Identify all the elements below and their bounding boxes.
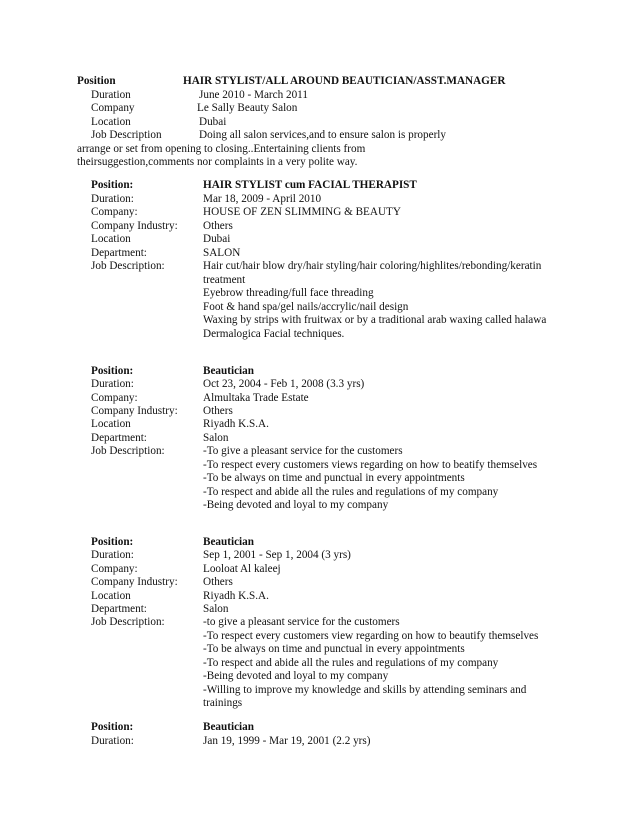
- job4-desc-line: -To respect every customers view regarding on how to beautify themselves: [203, 630, 539, 642]
- job3-desc-line: -Being devoted and loyal to my company: [203, 499, 389, 511]
- job3-company-label: Company:: [91, 392, 138, 404]
- job4-desc-line: -To be always on time and punctual in every appointments: [203, 643, 465, 655]
- job2-company-label: Company:: [91, 206, 138, 218]
- job4-company-label: Company:: [91, 563, 138, 575]
- job3-position-label: Position:: [91, 365, 134, 377]
- job3-duration-label: Duration:: [91, 378, 134, 390]
- job3-department-value: Salon: [203, 432, 229, 444]
- job2-desc-line: Dermalogica Facial techniques.: [203, 328, 345, 340]
- job2-desc-line: treatment: [203, 274, 246, 286]
- job3-industry-label: Company Industry:: [91, 405, 178, 417]
- job4-department-label: Department:: [91, 603, 147, 615]
- job4-position-label: Position:: [91, 536, 134, 548]
- job4-department-value: Salon: [203, 603, 229, 615]
- job1-company-value: Le Sally Beauty Salon: [197, 102, 298, 114]
- job4-industry-label: Company Industry:: [91, 576, 178, 588]
- job4-desc-line: -to give a pleasant service for the customers: [203, 616, 400, 628]
- job3-industry-value: Others: [203, 405, 233, 417]
- job1-position-value: HAIR STYLIST/ALL AROUND BEAUTICIAN/ASST.MANAGER: [183, 75, 506, 87]
- job2-position-value: HAIR STYLIST cum FACIAL THERAPIST: [203, 179, 417, 191]
- job2-duration-value: Mar 18, 2009 - April 2010: [203, 193, 322, 205]
- job4-position-value: Beautician: [203, 536, 254, 548]
- job3-company-value: Almultaka Trade Estate: [203, 392, 309, 404]
- job3-department-label: Department:: [91, 432, 147, 444]
- job3-desc-line: -To respect and abide all the rules and regulations of my company: [203, 486, 499, 498]
- job4-location-value: Riyadh K.S.A.: [203, 590, 269, 602]
- job5-position-label: Position:: [91, 721, 134, 733]
- job3-position-value: Beautician: [203, 365, 254, 377]
- job4-location-label: Location: [91, 590, 131, 602]
- job4-desc-line: -Being devoted and loyal to my company: [203, 670, 389, 682]
- job1-jobdesc-line: Doing all salon services,and to ensure salon is properly: [199, 129, 446, 141]
- job2-location-value: Dubai: [203, 233, 231, 245]
- job2-desc-line: Foot & hand spa/gel nails/accrylic/nail design: [203, 301, 409, 313]
- job3-duration-value: Oct 23, 2004 - Feb 1, 2008 (3.3 yrs): [203, 378, 365, 390]
- job3-location-value: Riyadh K.S.A.: [203, 418, 269, 430]
- job4-duration-value: Sep 1, 2001 - Sep 1, 2004 (3 yrs): [203, 549, 351, 561]
- job1-duration-value: June 2010 - March 2011: [199, 89, 308, 101]
- job3-jobdesc-label: Job Description:: [91, 445, 165, 457]
- job5-position-value: Beautician: [203, 721, 254, 733]
- job1-jobdesc-line: theirsuggestion,comments nor complaints in a very polite way.: [77, 156, 358, 168]
- job1-company-label: Company: [91, 102, 135, 114]
- job4-industry-value: Others: [203, 576, 233, 588]
- job2-industry-value: Others: [203, 220, 233, 232]
- job1-duration-label: Duration: [91, 89, 131, 101]
- job2-company-value: HOUSE OF ZEN SLIMMING & BEAUTY: [203, 206, 401, 218]
- job1-jobdesc-label: Job Description: [91, 129, 162, 141]
- job2-position-label: Position:: [91, 179, 134, 191]
- job1-location-label: Location: [91, 116, 131, 128]
- job3-desc-line: -To give a pleasant service for the customers: [203, 445, 403, 457]
- job4-jobdesc-label: Job Description:: [91, 616, 165, 628]
- job3-desc-line: -To respect every customers views regarding on how to beatify themselves: [203, 459, 538, 471]
- job1-jobdesc-line: arrange or set from opening to closing..Entertaining clients from: [77, 143, 366, 155]
- job2-jobdesc-label: Job Description:: [91, 260, 165, 272]
- job3-desc-line: -To be always on time and punctual in every appointments: [203, 472, 465, 484]
- job2-desc-line: Eyebrow threading/full face threading: [203, 287, 374, 299]
- job1-location-value: Dubai: [199, 116, 227, 128]
- job3-location-label: Location: [91, 418, 131, 430]
- job4-company-value: Looloat Al kaleej: [203, 563, 281, 575]
- job4-desc-line: trainings: [203, 697, 243, 709]
- job4-desc-line: -Willing to improve my knowledge and skills by attending seminars and: [203, 684, 527, 696]
- job4-duration-label: Duration:: [91, 549, 134, 561]
- job1-position-label: Position: [77, 75, 116, 87]
- job2-duration-label: Duration:: [91, 193, 134, 205]
- job2-location-label: Location: [91, 233, 131, 245]
- job2-desc-line: Waxing by strips with fruitwax or by a traditional arab waxing called halawa: [203, 314, 547, 326]
- job2-desc-line: Hair cut/hair blow dry/hair styling/hair coloring/highlites/rebonding/keratin: [203, 260, 542, 272]
- job4-desc-line: -To respect and abide all the rules and regulations of my company: [203, 657, 499, 669]
- job2-industry-label: Company Industry:: [91, 220, 178, 232]
- job5-duration-value: Jan 19, 1999 - Mar 19, 2001 (2.2 yrs): [203, 735, 371, 747]
- job2-department-value: SALON: [203, 247, 241, 259]
- job5-duration-label: Duration:: [91, 735, 134, 747]
- job2-department-label: Department:: [91, 247, 147, 259]
